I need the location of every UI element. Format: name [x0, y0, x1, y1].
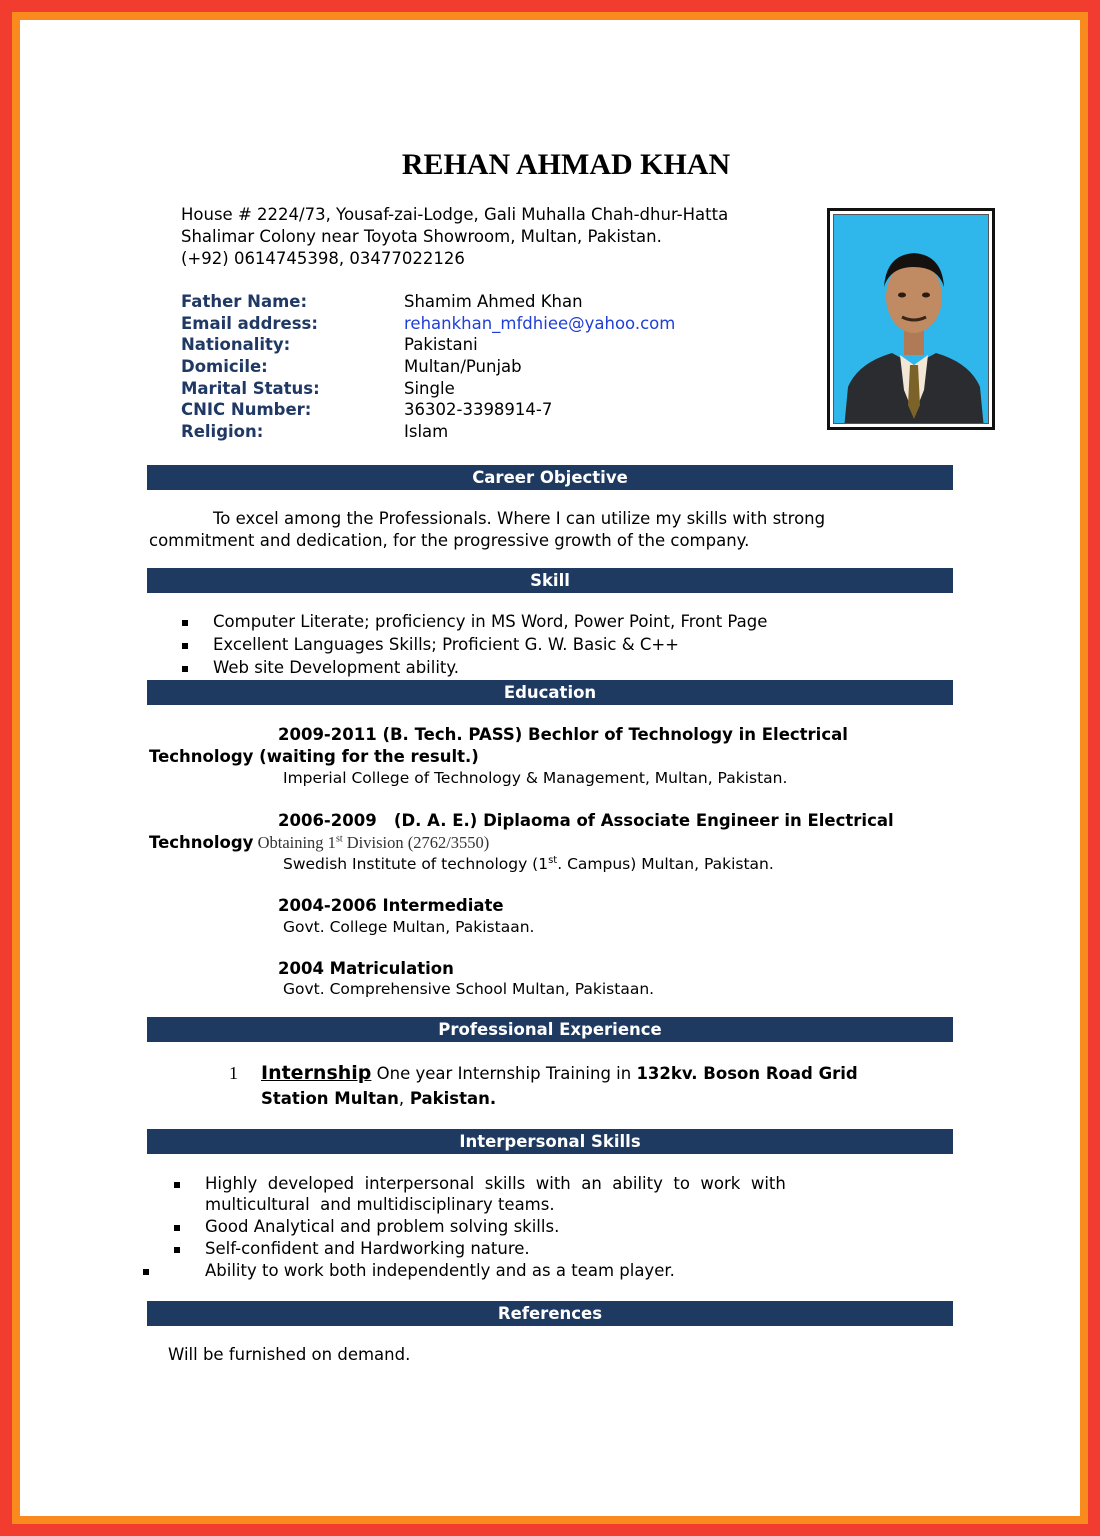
- education-2-division: [253, 833, 489, 852]
- cnic-label: CNIC Number:: [181, 400, 312, 419]
- references-text: Will be furnished on demand.: [168, 1345, 411, 1364]
- address-line-2: Shalimar Colony near Toyota Showroom, Multan, Pakistan.: [181, 227, 662, 246]
- experience-title: Internship: [261, 1062, 372, 1084]
- interpersonal-item-2: Good Analytical and problem solving skills.: [205, 1217, 560, 1236]
- education-2-title: 2006-2009 (D. A. E.) Diplaoma of Associate Engineer in Electrical: [278, 811, 894, 830]
- skill-item-1: Computer Literate; proficiency in MS Word, Power Point, Front Page: [213, 612, 768, 631]
- experience-number: 1: [229, 1063, 238, 1083]
- profile-photo: [827, 208, 995, 430]
- experience-country: Pakistan.: [404, 1089, 497, 1108]
- education-2-institute-b: . Campus) Multan, Pakistan.: [557, 855, 774, 874]
- education-3-title: 2004-2006 Intermediate: [278, 896, 504, 915]
- resume-page: [20, 20, 1080, 1516]
- education-2-division-b: Division (2762/3550): [342, 833, 490, 852]
- education-2-field: Technology: [149, 833, 254, 852]
- address-line-1: House # 2224/73, Yousaf-zai-Lodge, Gali Muhalla Chah-dhur-Hatta: [181, 205, 729, 224]
- education-4-institute: Govt. Comprehensive School Multan, Pakistaan.: [283, 980, 655, 998]
- experience-desc: One year Internship Training in: [371, 1064, 637, 1083]
- education-header: Education: [147, 680, 953, 705]
- person-silhouette-icon: [834, 215, 989, 424]
- references-header: References: [147, 1301, 953, 1326]
- nationality-label: Nationality:: [181, 335, 291, 354]
- cnic-value: 36302-3398914-7: [404, 400, 553, 419]
- skill-item-2: Excellent Languages Skills; Proficient G. W. Basic & C++: [213, 635, 680, 654]
- phone-line: (+92) 0614745398, 03477022126: [181, 249, 465, 268]
- education-2-institute-a: Swedish Institute of technology (1: [283, 855, 549, 874]
- bullet-icon: [143, 1269, 149, 1275]
- education-4-title: 2004 Matriculation: [278, 959, 454, 978]
- interpersonal-item-4: Ability to work both independently and as a team player.: [205, 1261, 675, 1280]
- father-name-value: Shamim Ahmed Khan: [404, 292, 583, 311]
- profile-photo-image: [833, 214, 989, 424]
- email-label: Email address:: [181, 314, 318, 333]
- marital-status-label: Marital Status:: [181, 379, 320, 398]
- education-2-title-cont: [149, 833, 489, 853]
- career-objective-line-1: To excel among the Professionals. Where I can utilize my skills with strong: [213, 509, 826, 528]
- education-1-title: 2009-2011 (B. Tech. PASS) Bechlor of Technology in Electrical: [278, 725, 848, 744]
- experience-comma: ,: [398, 1089, 405, 1108]
- experience-place-2: Station Multan: [261, 1089, 399, 1108]
- interpersonal-header: Interpersonal Skills: [147, 1129, 953, 1154]
- experience-line-1: [261, 1062, 858, 1084]
- bullet-icon: [174, 1182, 180, 1188]
- resume-name: REHAN AHMAD KHAN: [401, 148, 731, 181]
- email-link[interactable]: rehankhan_mfdhiee@yahoo.com: [404, 314, 676, 333]
- career-objective-line-2: commitment and dedication, for the progressive growth of the company.: [149, 531, 750, 550]
- experience-header: Professional Experience: [147, 1017, 953, 1042]
- marital-status-value: Single: [404, 379, 455, 398]
- father-name-label: Father Name:: [181, 292, 308, 311]
- experience-place: 132kv. Boson Road Grid: [636, 1064, 858, 1083]
- bullet-icon: [174, 1225, 180, 1231]
- bullet-icon: [182, 643, 188, 649]
- nationality-value: Pakistani: [404, 335, 478, 354]
- religion-label: Religion:: [181, 422, 264, 441]
- bullet-icon: [174, 1247, 180, 1253]
- education-2-division-a: Obtaining 1: [253, 833, 336, 852]
- interpersonal-item-1: Highly developed interpersonal skills with an ability to work with: [205, 1174, 786, 1193]
- education-2-institute-sup: st: [548, 855, 558, 866]
- religion-value: Islam: [404, 422, 449, 441]
- interpersonal-item-1-cont: multicultural and multidisciplinary teams.: [205, 1195, 555, 1214]
- interpersonal-item-3: Self-confident and Hardworking nature.: [205, 1239, 530, 1258]
- skill-item-3: Web site Development ability.: [213, 658, 460, 677]
- education-2-division-sup: st: [335, 833, 343, 845]
- bullet-icon: [182, 666, 188, 672]
- education-3-institute: Govt. College Multan, Pakistaan.: [283, 918, 535, 936]
- domicile-label: Domicile:: [181, 357, 268, 376]
- career-objective-header: Career Objective: [147, 465, 953, 490]
- experience-line-2: [261, 1089, 496, 1108]
- education-2-institute: [283, 855, 774, 873]
- skill-header: Skill: [147, 568, 953, 593]
- bullet-icon: [182, 620, 188, 626]
- domicile-value: Multan/Punjab: [404, 357, 522, 376]
- education-1-institute: Imperial College of Technology & Management, Multan, Pakistan.: [283, 769, 788, 787]
- education-1-title-cont: Technology (waiting for the result.): [149, 747, 479, 766]
